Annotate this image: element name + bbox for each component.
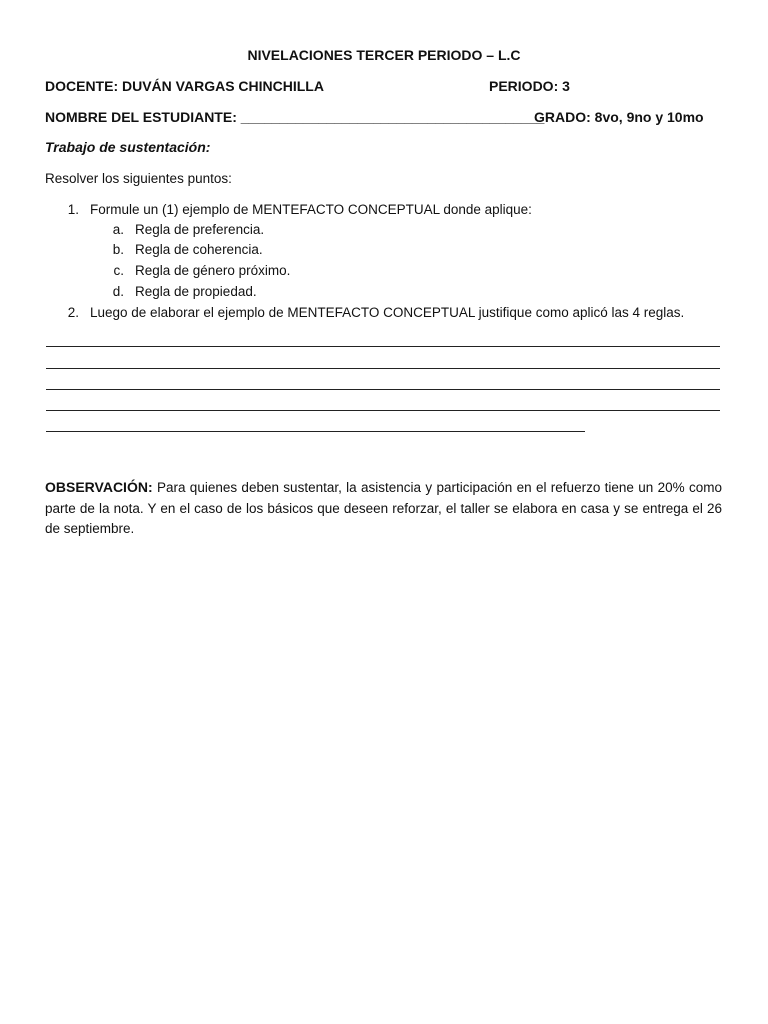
subitem-text: Regla de propiedad. [135,284,257,299]
subitem-letter: a. [112,222,124,237]
subitem-text: Regla de género próximo. [135,263,291,278]
section-intro: Resolver los siguientes puntos: [45,171,232,186]
teacher-name: DOCENTE: DUVÁN VARGAS CHINCHILLA [45,78,324,94]
subitem-letter: b. [112,242,124,257]
grade-label: GRADO: 8vo, 9no y 10mo [534,109,704,125]
subitem-text: Regla de coherencia. [135,242,263,257]
answer-line [46,346,720,347]
observation-label: OBSERVACIÓN: [45,479,153,495]
observation-paragraph [45,477,722,540]
subitem-letter: d. [112,284,124,299]
document-title: NIVELACIONES TERCER PERIODO – L.C [247,47,521,63]
item-number: 2. [67,305,79,320]
section-heading: Trabajo de sustentación: [45,139,211,155]
student-name-field: NOMBRE DEL ESTUDIANTE: _______________________________________ [45,109,545,125]
item-number: 1. [67,202,79,217]
observation-text: Para quienes deben sustentar, la asistencia y participación en el refuerzo tiene un 20% como parte de la nota. Y en el caso de los básicos que deseen reforzar, el taller se elabora en casa y se entrega el 26 de septiembre. [45,480,722,536]
subitem-text: Regla de preferencia. [135,222,265,237]
answer-line [46,389,720,390]
item-text: Luego de elaborar el ejemplo de MENTEFACTO CONCEPTUAL justifique como aplicó las 4 reglas. [90,305,685,320]
answer-line [46,431,585,432]
answer-line [46,368,720,369]
period-label: PERIODO: 3 [489,78,570,94]
item-text: Formule un (1) ejemplo de MENTEFACTO CONCEPTUAL donde aplique: [90,202,532,217]
subitem-letter: c. [113,263,124,278]
answer-line [46,410,720,411]
